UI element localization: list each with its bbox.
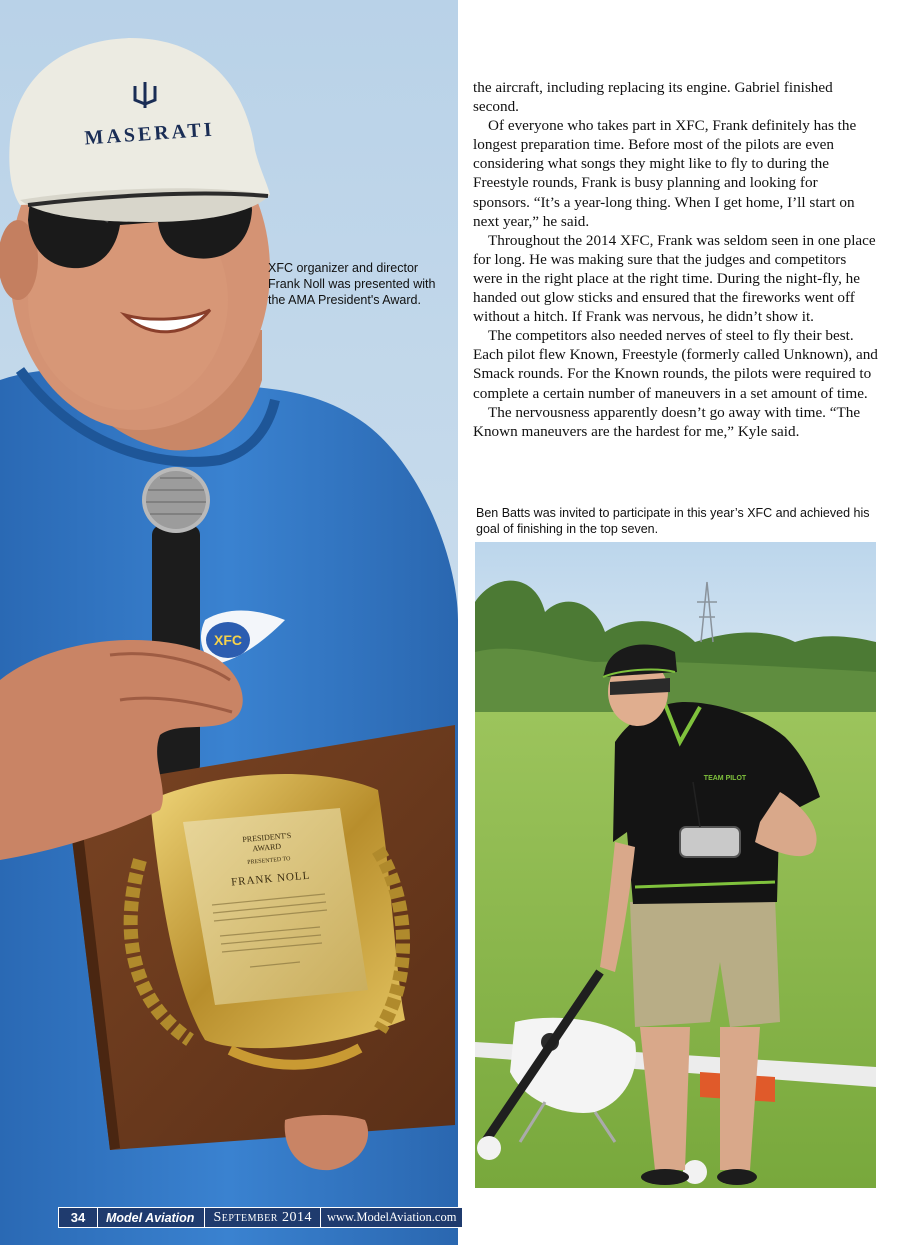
photo-caption-right: Ben Batts was invited to participate in this year’s XFC and achieved his goal of finishing in the top seven. (476, 506, 870, 536)
article-paragraph: The competitors also needed nerves of steel to fly their best. Each pilot flew Known, Freestyle (formerly called Unknown), and Smack rounds. For the Known rounds, the pilots were required to complete a certain number of maneuvers in a set amount of time. (473, 327, 878, 402)
article-paragraph: Of everyone who takes part in XFC, Frank definitely has the longest preparation time. Before most of the pilots are even considering what songs they might like to fly to during the Freestyle rounds, Frank is busy planning and looking for sponsors. “It’s a year-long thing. When I get home, I’ll start on next year,” he said. (473, 117, 857, 230)
article-paragraph: Throughout the 2014 XFC, Frank was seldom seen in one place for long. He was making sure that the judges and competitors were in the right place at the right time. During the night-fly, he handed out glow sticks and ensured that the fireworks went off without a hitch. If Frank was nervous, he didn’t show it. (473, 231, 876, 326)
photo-ben-batts (475, 542, 876, 1188)
cap-logo-text: MASERATI (83, 118, 216, 150)
plaque-title-line2: AWARD (252, 841, 282, 854)
shirt-logo-text: TEAM PILOT (703, 775, 747, 782)
article-paragraph: The nervousness apparently doesn’t go away with time. “The Known maneuvers are the hardest for me,” Kyle said. (473, 403, 861, 440)
page-number: 34 (58, 1207, 98, 1228)
plaque-recipient: FRANK NOLL (230, 869, 311, 889)
magazine-name: Model Aviation (98, 1207, 204, 1228)
plaque-presented-to: PRESENTED TO (247, 856, 291, 866)
article-body (473, 78, 878, 441)
plaque-title-line1: PRESIDENT'S (241, 830, 292, 845)
svg-text:XFC: XFC (214, 632, 242, 648)
photo-caption-left: XFC organizer and director Frank Noll was presented with the AMA President's Award. (268, 261, 436, 307)
article-paragraph: the aircraft, including replacing its engine. Gabriel finished second. (473, 79, 833, 116)
page-footer (58, 1207, 463, 1228)
issue-date: September 2014 (204, 1207, 321, 1228)
website-link[interactable]: www.ModelAviation.com (321, 1207, 464, 1228)
